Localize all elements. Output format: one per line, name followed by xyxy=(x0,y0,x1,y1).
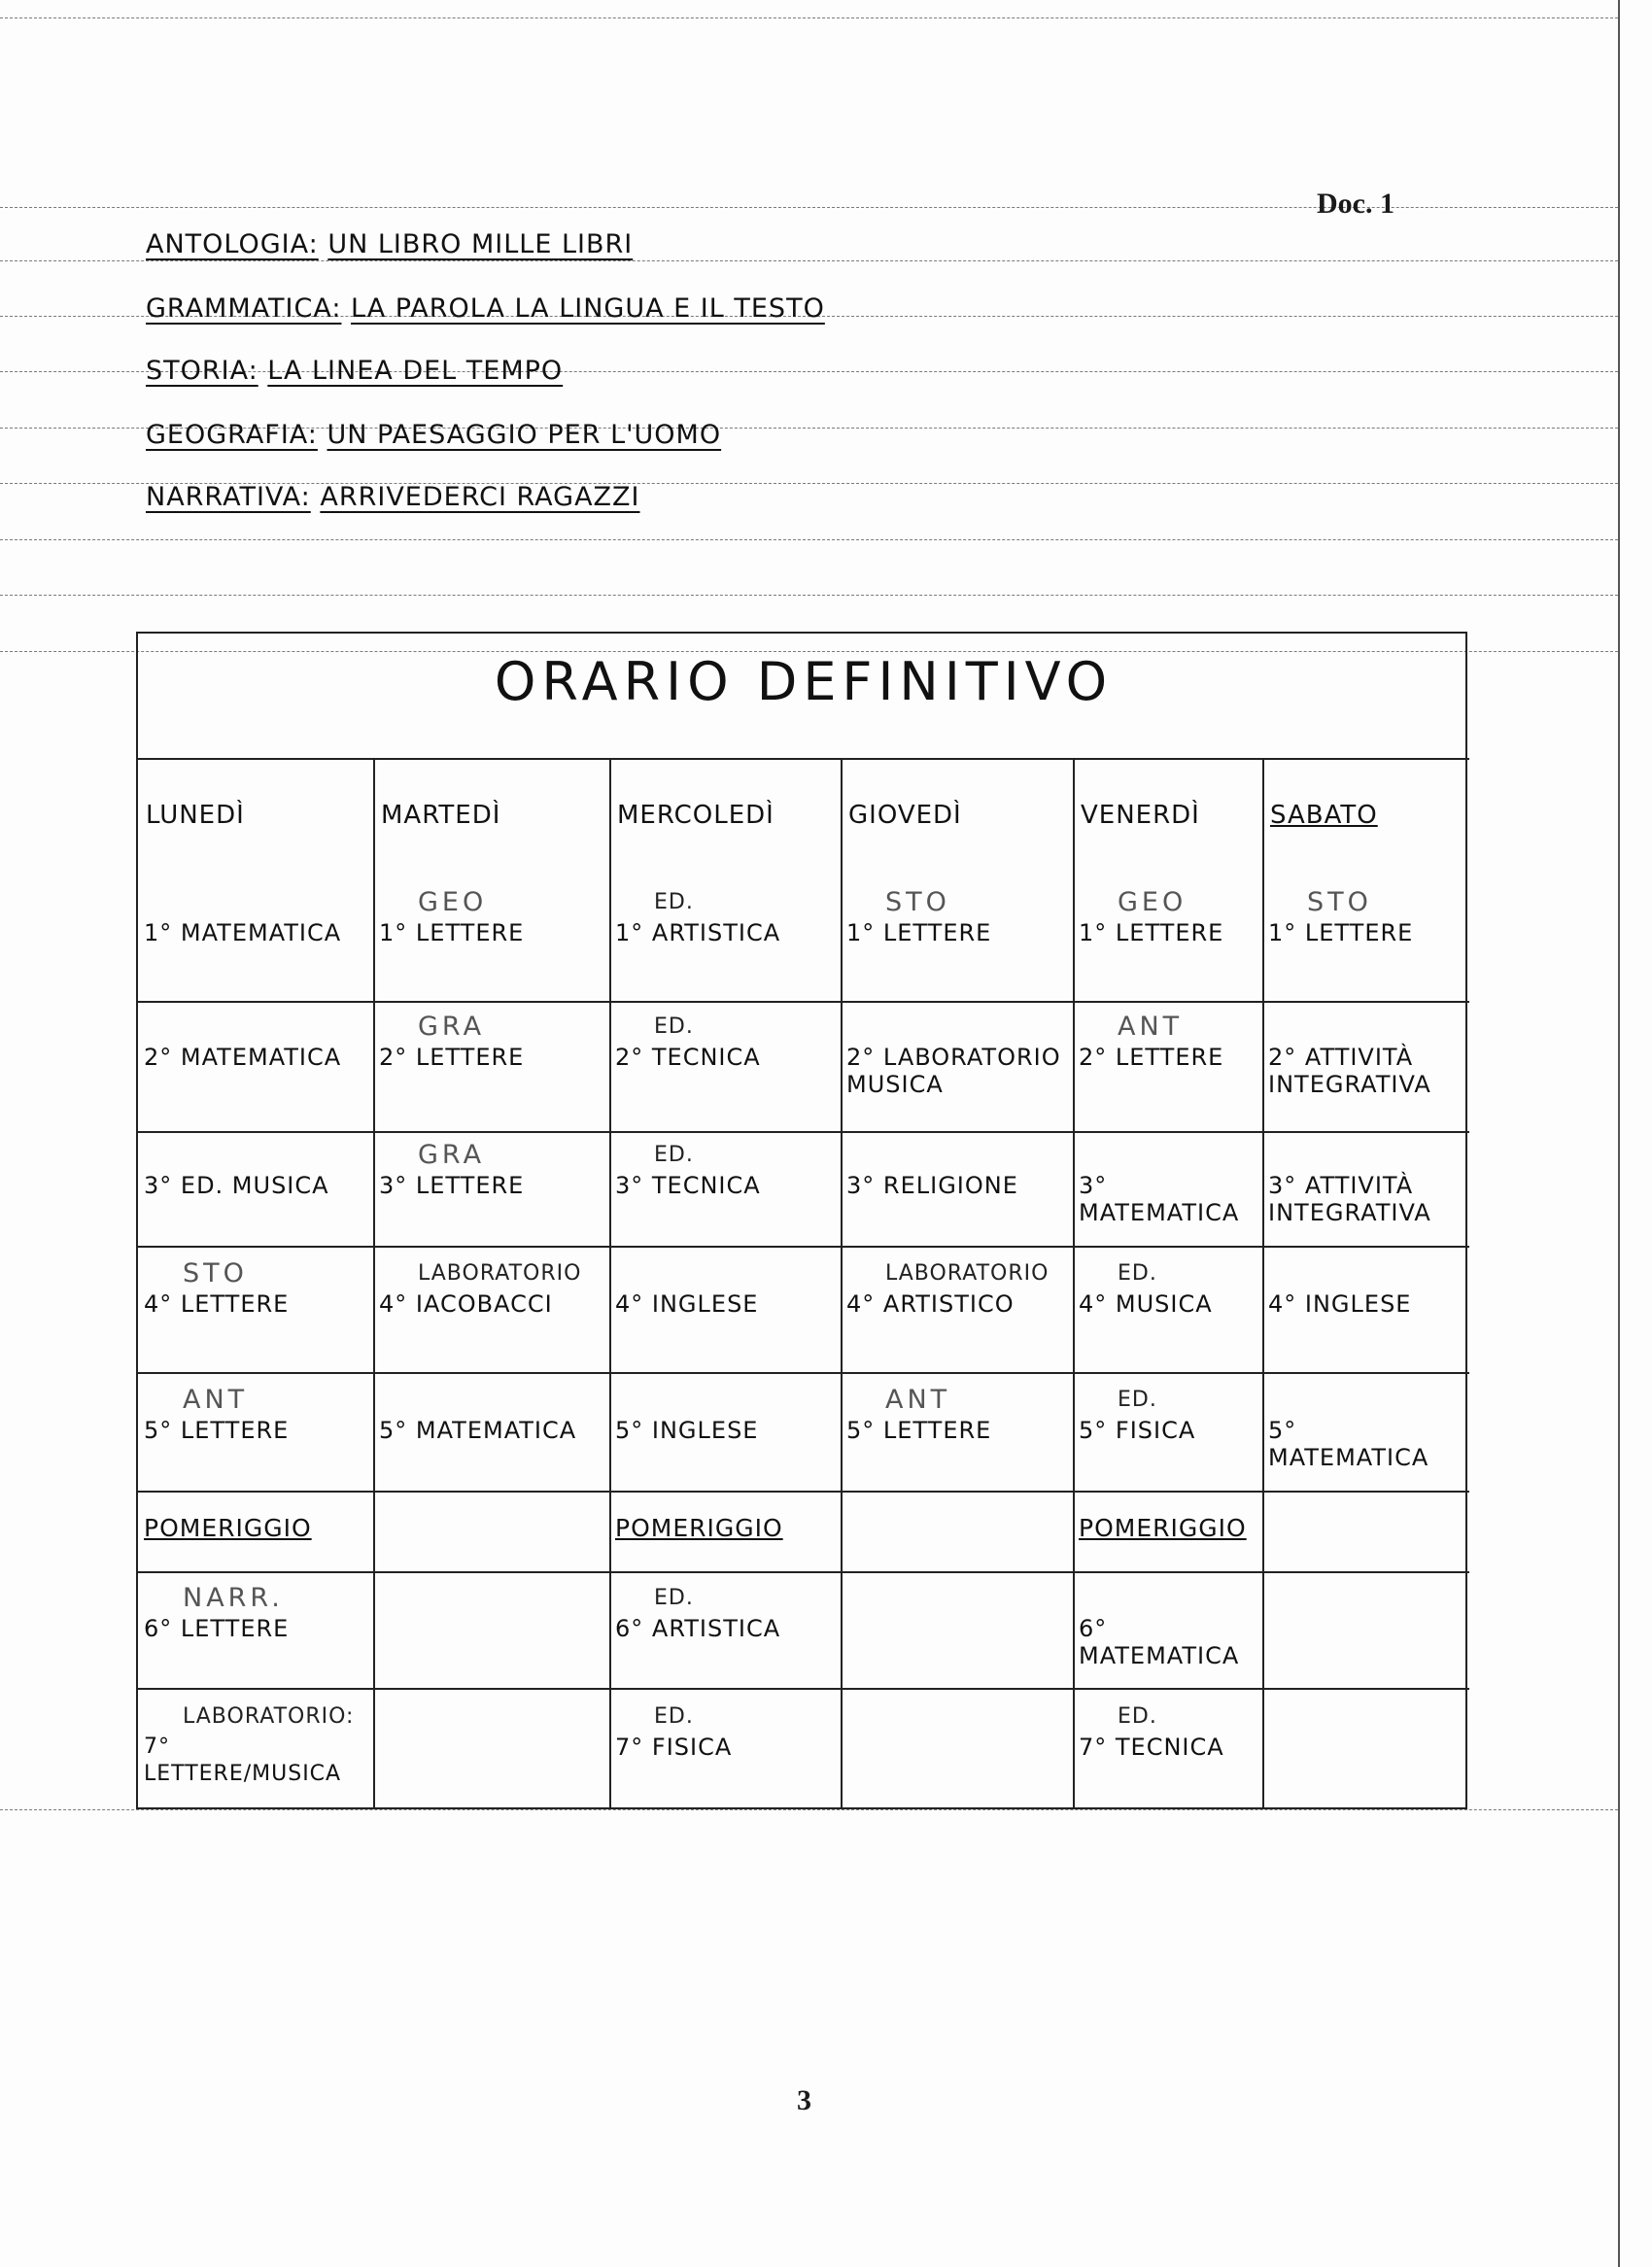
cell-note: ANT xyxy=(885,1386,951,1415)
cell-note xyxy=(144,1141,369,1172)
timetable-cell xyxy=(144,888,369,946)
cell-subject: 4° ARTISTICO xyxy=(846,1290,1015,1318)
timetable-cell xyxy=(1079,1386,1258,1444)
book-title: LA LINEA DEL TEMPO xyxy=(267,356,564,386)
table-row-divider xyxy=(138,1688,1469,1690)
cell-note: LABORATORIO xyxy=(418,1261,582,1286)
table-row-divider xyxy=(138,1001,1469,1003)
ruled-line xyxy=(0,595,1618,596)
cell-note: LABORATORIO xyxy=(885,1261,1050,1286)
cell-note xyxy=(1268,1013,1463,1044)
day-header: VENERDÌ xyxy=(1081,801,1200,830)
book-title: ARRIVEDERCI RAGAZZI xyxy=(320,482,640,512)
timetable-cell xyxy=(1268,1141,1463,1226)
afternoon-cell xyxy=(615,1514,837,1542)
timetable-cell xyxy=(379,1259,604,1318)
cell-subject: 6° MATEMATICA xyxy=(1079,1615,1240,1669)
cell-subject: 7° TECNICA xyxy=(1079,1734,1224,1761)
book-subject: ANTOLOGIA: xyxy=(146,229,319,259)
cell-note: ED. xyxy=(1118,1704,1157,1729)
table-column-divider xyxy=(373,758,375,1807)
page-margin-line xyxy=(1618,0,1620,2267)
table-column-divider xyxy=(841,758,843,1807)
table-row-divider xyxy=(138,1571,1469,1573)
cell-subject: 1° LETTERE xyxy=(846,919,992,946)
afternoon-label: POMERIGGIO xyxy=(1079,1514,1247,1542)
table-row-divider xyxy=(138,1372,1469,1374)
cell-note: ED. xyxy=(654,1586,694,1610)
book-title: UN PAESAGGIO PER L'UOMO xyxy=(327,420,722,450)
cell-note: GEO xyxy=(1118,888,1187,917)
cell-note: ED. xyxy=(654,1704,694,1729)
cell-note: ED. xyxy=(1118,1388,1157,1412)
cell-note xyxy=(1079,1584,1258,1615)
cell-note xyxy=(144,1013,369,1044)
book-title: UN LIBRO MILLE LIBRI xyxy=(327,229,634,259)
cell-subject: 4° INGLESE xyxy=(1268,1290,1412,1318)
timetable-cell xyxy=(1268,1386,1463,1471)
cell-subject: 1° LETTERE xyxy=(1079,919,1224,946)
timetable-cell xyxy=(379,1386,604,1444)
timetable-title: ORARIO DEFINITIVO xyxy=(494,651,1114,712)
cell-subject: 3° ATTIVITÀ INTEGRATIVA xyxy=(1268,1172,1431,1226)
afternoon-label: POMERIGGIO xyxy=(144,1514,312,1542)
timetable-cell xyxy=(615,1259,837,1318)
cell-note xyxy=(1268,1259,1463,1290)
afternoon-cell xyxy=(1079,1514,1258,1542)
page-number: 3 xyxy=(797,2084,811,2116)
doc-label: Doc. 1 xyxy=(1317,188,1394,220)
timetable-cell xyxy=(846,1259,1068,1318)
cell-subject: 2° LABORATORIO MUSICA xyxy=(846,1044,1061,1098)
cell-subject: 1° LETTERE xyxy=(1268,919,1414,946)
cell-subject: 6° ARTISTICA xyxy=(615,1615,781,1642)
cell-subject: 7° LETTERE/MUSICA xyxy=(144,1735,342,1786)
cell-subject: 1° MATEMATICA xyxy=(144,919,342,946)
timetable-cell xyxy=(144,1013,369,1071)
cell-subject: 3° MATEMATICA xyxy=(1079,1172,1240,1226)
table-column-divider xyxy=(1262,758,1264,1807)
cell-note: GRA xyxy=(418,1013,486,1042)
afternoon-label: POMERIGGIO xyxy=(615,1514,783,1542)
cell-note: ED. xyxy=(654,890,694,914)
timetable-cell xyxy=(379,1013,604,1071)
timetable-cell xyxy=(846,1386,1068,1444)
afternoon-cell xyxy=(144,1514,369,1542)
table-row-divider xyxy=(138,1246,1469,1248)
timetable-cell xyxy=(1268,1259,1463,1318)
timetable-cell xyxy=(1268,888,1463,946)
timetable-cell xyxy=(1079,1141,1258,1226)
day-header: SABATO xyxy=(1270,801,1378,830)
timetable-cell xyxy=(615,1584,837,1642)
timetable-cell xyxy=(615,1013,837,1071)
cell-subject: 5° MATEMATICA xyxy=(379,1417,577,1444)
timetable-cell xyxy=(615,1702,837,1761)
timetable-cell xyxy=(615,1386,837,1444)
cell-note: GEO xyxy=(418,888,488,917)
book-title: LA PAROLA LA LINGUA E IL TESTO xyxy=(351,293,825,324)
cell-subject: 3° TECNICA xyxy=(615,1172,761,1199)
cell-note: ED. xyxy=(1118,1261,1157,1286)
cell-note xyxy=(615,1386,837,1417)
cell-subject: 4° IACOBACCI xyxy=(379,1290,553,1318)
cell-subject: 4° LETTERE xyxy=(144,1290,290,1318)
timetable-cell xyxy=(379,888,604,946)
day-header: GIOVEDÌ xyxy=(848,801,962,830)
cell-note: LABORATORIO: xyxy=(183,1704,355,1729)
timetable-cell xyxy=(144,1584,369,1642)
timetable-cell xyxy=(1079,1584,1258,1669)
book-subject: STORIA: xyxy=(146,356,258,386)
timetable-cell xyxy=(1079,1702,1258,1761)
day-header: MERCOLEDÌ xyxy=(617,801,774,830)
ruled-line xyxy=(0,17,1618,18)
cell-note xyxy=(1268,1386,1463,1417)
ruled-line xyxy=(0,539,1618,540)
cell-note xyxy=(846,1013,1068,1044)
timetable-cell xyxy=(1268,1013,1463,1098)
book-subject: GEOGRAFIA: xyxy=(146,420,318,450)
table-row-divider xyxy=(138,1491,1469,1493)
cell-subject: 3° ED. MUSICA xyxy=(144,1172,329,1199)
timetable-cell xyxy=(144,1386,369,1444)
cell-subject: 2° ATTIVITÀ INTEGRATIVA xyxy=(1268,1044,1431,1098)
cell-subject: 2° LETTERE xyxy=(1079,1044,1224,1071)
day-header: LUNEDÌ xyxy=(146,801,245,830)
timetable-cell xyxy=(144,1141,369,1199)
table-row-divider xyxy=(138,1131,1469,1133)
book-line xyxy=(146,290,825,328)
cell-subject: 5° LETTERE xyxy=(144,1417,290,1444)
book-subject: NARRATIVA: xyxy=(146,482,311,512)
cell-subject: 5° FISICA xyxy=(1079,1417,1196,1444)
cell-note xyxy=(1268,1141,1463,1172)
timetable-cell xyxy=(615,1141,837,1199)
timetable-cell xyxy=(144,1259,369,1318)
cell-subject: 5° MATEMATICA xyxy=(1268,1417,1429,1471)
book-subject: GRAMMATICA: xyxy=(146,293,342,324)
cell-note: ANT xyxy=(1118,1013,1184,1042)
cell-note: STO xyxy=(183,1259,248,1288)
timetable-cell xyxy=(1079,1259,1258,1318)
cell-note xyxy=(1079,1141,1258,1172)
cell-subject: 2° MATEMATICA xyxy=(144,1044,342,1071)
cell-note: ED. xyxy=(654,1143,694,1167)
timetable-cell xyxy=(1079,1013,1258,1071)
timetable-cell xyxy=(1079,888,1258,946)
cell-note: STO xyxy=(1307,888,1372,917)
timetable-cell xyxy=(379,1141,604,1199)
cell-note: ED. xyxy=(654,1014,694,1039)
book-line xyxy=(146,416,721,455)
table-row-divider xyxy=(138,758,1469,760)
cell-note xyxy=(379,1386,604,1417)
cell-note xyxy=(615,1259,837,1290)
cell-subject: 2° LETTERE xyxy=(379,1044,525,1071)
timetable-cell xyxy=(144,1702,369,1788)
timetable-cell xyxy=(615,888,837,946)
cell-note: ANT xyxy=(183,1386,249,1415)
book-line xyxy=(146,352,563,391)
cell-subject: 3° LETTERE xyxy=(379,1172,525,1199)
cell-subject: 4° MUSICA xyxy=(1079,1290,1213,1318)
timetable xyxy=(136,632,1467,1809)
cell-note xyxy=(846,1141,1068,1172)
table-column-divider xyxy=(1073,758,1075,1807)
timetable-cell xyxy=(846,888,1068,946)
cell-note: GRA xyxy=(418,1141,486,1170)
cell-subject: 6° LETTERE xyxy=(144,1615,290,1642)
cell-subject: 5° INGLESE xyxy=(615,1417,759,1444)
cell-subject: 1° LETTERE xyxy=(379,919,525,946)
cell-note: STO xyxy=(885,888,950,917)
book-line xyxy=(146,478,640,517)
cell-subject: 7° FISICA xyxy=(615,1734,733,1761)
cell-subject: 4° INGLESE xyxy=(615,1290,759,1318)
cell-subject: 2° TECNICA xyxy=(615,1044,761,1071)
table-column-divider xyxy=(609,758,611,1807)
timetable-cell xyxy=(846,1013,1068,1098)
day-header: MARTEDÌ xyxy=(381,801,501,830)
cell-subject: 5° LETTERE xyxy=(846,1417,992,1444)
cell-subject: 1° ARTISTICA xyxy=(615,919,781,946)
book-line xyxy=(146,225,633,264)
cell-subject: 3° RELIGIONE xyxy=(846,1172,1018,1199)
cell-note xyxy=(144,888,369,919)
timetable-cell xyxy=(846,1141,1068,1199)
cell-note: NARR. xyxy=(183,1584,284,1613)
ruled-line xyxy=(0,1809,1618,1810)
